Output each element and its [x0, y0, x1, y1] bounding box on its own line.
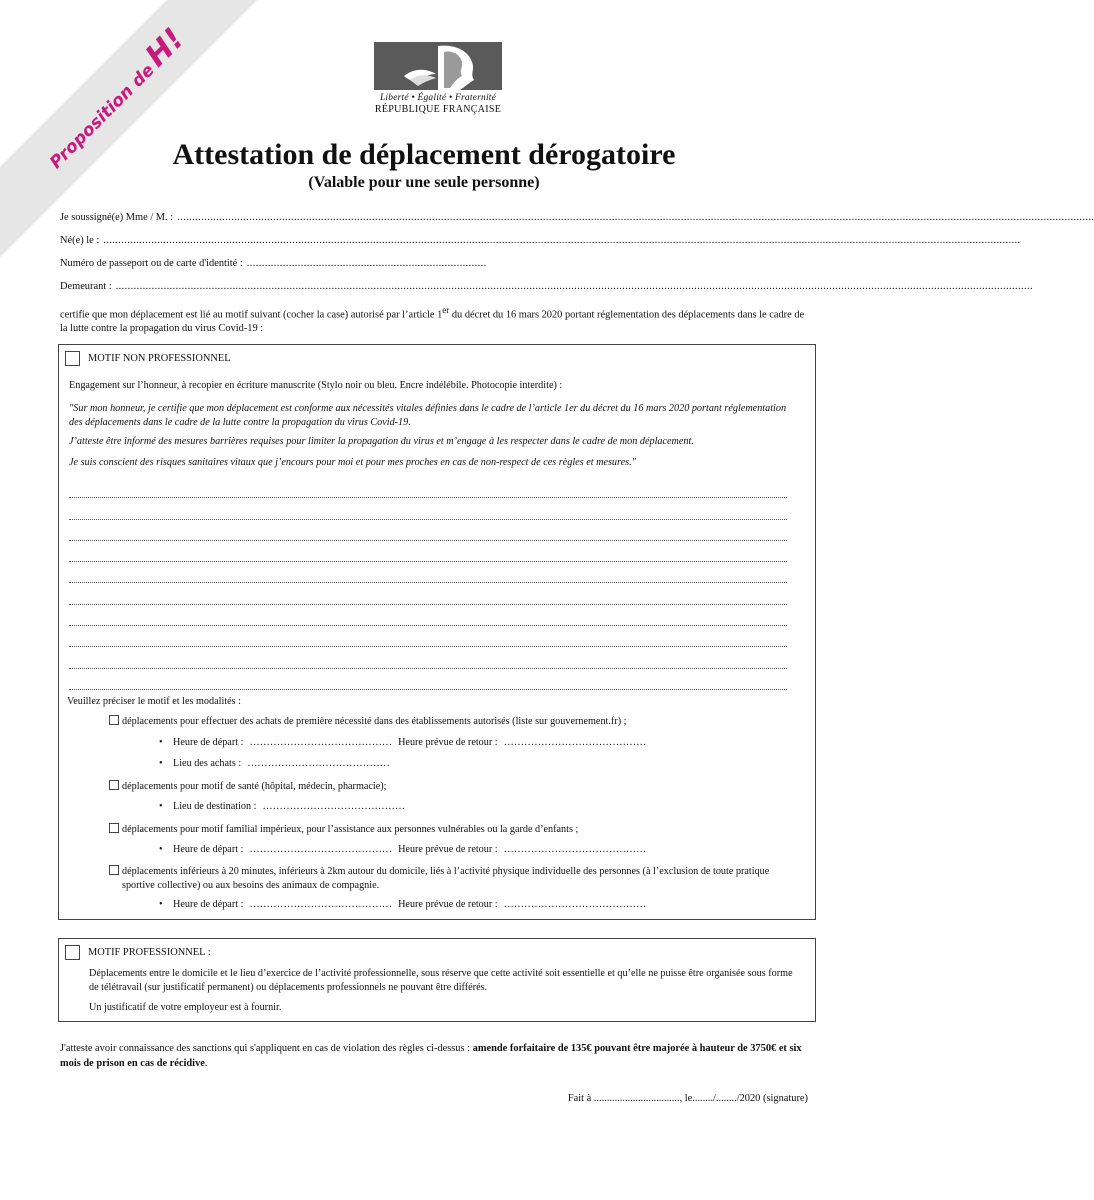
- option-activite-times: [159, 899, 646, 910]
- handwriting-line[interactable]: [69, 583, 787, 604]
- option-familial-times: [159, 844, 646, 855]
- birth-dots: ..................................................................................................................................................................................................................................................................................................................: [103, 235, 1021, 246]
- bullet: •: [159, 844, 163, 855]
- ribbon-brand: H!: [138, 21, 191, 74]
- motif-np-heading: MOTIF NON PROFESSIONNEL: [88, 353, 231, 364]
- birth-field[interactable]: [60, 235, 1021, 258]
- bullet: •: [159, 737, 163, 748]
- option-achats: [109, 715, 799, 729]
- return-label: Heure prévue de retour :: [398, 844, 498, 855]
- option-sante-text: déplacements pour motif de santé (hôpital, médecin, pharmacie);: [122, 781, 387, 792]
- address-label: Demeurant :: [60, 281, 112, 292]
- page-title: Attestation de déplacement dérogatoire: [172, 138, 676, 171]
- id-dots: ................................................................................: [246, 258, 487, 269]
- option-achats-place: [159, 758, 390, 769]
- motif-non-professionnel-box: [58, 344, 816, 920]
- option-familial-text: déplacements pour motif familial impérieux, pour l’assistance aux personnes vulnérables ou la garde d’enfants ;: [122, 824, 579, 835]
- return-label: Heure prévue de retour :: [398, 737, 498, 748]
- address-field[interactable]: [60, 281, 1033, 304]
- identity-fields: [60, 212, 1094, 304]
- option-familial-checkbox[interactable]: [109, 823, 119, 833]
- certify-part2: du décret du 16 mars 2020 portant réglementation des déplacements dans le cadre de la lutte contre la propagation du virus Covid-19 :: [60, 309, 805, 335]
- sanction-intro: J'atteste avoir connaissance des sanctions qui s'appliquent en cas de violation des règles ci-dessus :: [60, 1043, 473, 1054]
- address-dots: ..................................................................................................................................................................................................................................................................................................................: [115, 281, 1033, 292]
- id-field[interactable]: [60, 258, 812, 281]
- sanction-text: [60, 1041, 812, 1071]
- handwriting-line[interactable]: [69, 626, 787, 647]
- handwriting-line[interactable]: [69, 477, 787, 498]
- option-sante-checkbox[interactable]: [109, 780, 119, 790]
- handwriting-lines[interactable]: [69, 477, 787, 690]
- option-sante-destination: [159, 801, 405, 812]
- sanction-end: .: [204, 1058, 208, 1069]
- destination-label: Lieu de destination :: [173, 801, 257, 812]
- motif-pro-note: Un justificatif de votre employeur est à fournir.: [89, 1002, 282, 1013]
- return-dots[interactable]: ……………………………………: [503, 899, 647, 910]
- option-sante: [109, 780, 799, 794]
- name-field[interactable]: [60, 212, 1094, 235]
- motif-pro-text: Déplacements entre le domicile et le lieu d’exercice de l’activité professionnelle, sous réserve que cette activité soit essentielle et qu’elle ne puisse être organisée sous forme de télétravail (sur justificatif permanent) ou déplacements professionnels ne pouvant être différés.: [89, 968, 793, 993]
- depart-label: Heure de départ :: [173, 844, 244, 855]
- certify-text: [60, 303, 810, 336]
- engagement-quote-3: Je suis conscient des risques sanitaires vitaux que j’encours pour moi et pour mes proches en cas de non-respect de ces règles et mesures.": [69, 457, 636, 468]
- motif-pro-heading: MOTIF PROFESSIONNEL :: [88, 947, 211, 958]
- destination-dots[interactable]: ……………………………………: [262, 801, 406, 812]
- republic-logo: [372, 42, 504, 115]
- option-familial: [109, 823, 799, 837]
- engagement-quote-2: J’atteste être informé des mesures barrières requises pour limiter la propagation du virus et m’engage à les respecter dans le cadre de mon déplacement.: [69, 436, 694, 447]
- depart-dots[interactable]: ……………………………………: [249, 899, 393, 910]
- option-activite-checkbox[interactable]: [109, 865, 119, 875]
- republic-motto: Liberté • Égalité • Fraternité: [379, 93, 497, 103]
- option-activite: [109, 865, 799, 893]
- ribbon-prefix: Proposition de: [45, 60, 159, 173]
- option-achats-checkbox[interactable]: [109, 715, 119, 725]
- id-label: Numéro de passeport ou de carte d'identité :: [60, 258, 243, 269]
- depart-label: Heure de départ :: [173, 899, 244, 910]
- handwriting-line[interactable]: [69, 520, 787, 541]
- handwriting-line[interactable]: [69, 562, 787, 583]
- return-label: Heure prévue de retour :: [398, 899, 498, 910]
- bullet: •: [159, 758, 163, 769]
- engagement-quote-1: "Sur mon honneur, je certifie que mon déplacement est conforme aux nécessités vitales définies dans le cadre de l’article 1er du décret du 16 mars 2020 portant réglementation des déplacements dans le cadre de la lutte contre la propagation du virus Covid-19.: [69, 403, 787, 428]
- bullet: •: [159, 801, 163, 812]
- handwriting-line[interactable]: [69, 498, 787, 519]
- certify-sup: er: [442, 305, 450, 315]
- birth-label: Né(e) le :: [60, 235, 100, 246]
- depart-label: Heure de départ :: [173, 737, 244, 748]
- handwriting-line[interactable]: [69, 647, 787, 668]
- sanction-bold: amende forfaitaire de 135€ pouvant être majorée à hauteur de 3750€ et six mois de prison en cas de récidive: [60, 1043, 802, 1069]
- return-dots[interactable]: ……………………………………: [503, 844, 647, 855]
- bullet: •: [159, 899, 163, 910]
- motif-professionnel-box: [58, 938, 816, 1022]
- name-label: Je soussigné(e) Mme / M. :: [60, 212, 174, 223]
- page-subtitle: (Valable pour une seule personne): [308, 174, 540, 191]
- purchase-place-dots[interactable]: ……………………………………: [247, 758, 390, 769]
- details-prompt: Veuillez préciser le motif et les modalités :: [67, 696, 241, 707]
- motif-pro-checkbox[interactable]: [65, 945, 80, 960]
- option-achats-text: déplacements pour effectuer des achats de première nécessité dans des établissements autorisés (liste sur gouvernement.fr) ;: [122, 716, 627, 727]
- option-achats-times: [159, 737, 646, 748]
- republic-name: RÉPUBLIQUE FRANÇAISE: [374, 104, 502, 115]
- motif-np-checkbox[interactable]: [65, 351, 80, 366]
- handwriting-line[interactable]: [69, 541, 787, 562]
- signature-line[interactable]: Fait à ................................., le......../......../2020 (signature): [567, 1093, 808, 1104]
- marianne-logo-icon: [374, 42, 502, 90]
- name-dots: ..................................................................................................................................................................................................................................................................................................................: [177, 212, 1094, 223]
- engagement-text: Engagement sur l’honneur, à recopier en écriture manuscrite (Stylo noir ou bleu. Encre indélébile. Photocopie interdite) :: [69, 380, 563, 391]
- purchase-place-label: Lieu des achats :: [173, 758, 242, 769]
- certify-part1: certifie que mon déplacement est lié au motif suivant (cocher la case) autorisé par l’article 1: [60, 309, 443, 321]
- depart-dots[interactable]: ……………………………………: [249, 844, 393, 855]
- handwriting-line[interactable]: [69, 605, 787, 626]
- handwriting-line[interactable]: [69, 669, 787, 690]
- return-dots[interactable]: ……………………………………: [503, 737, 647, 748]
- depart-dots[interactable]: ……………………………………: [249, 737, 393, 748]
- option-activite-text: déplacements inférieurs à 20 minutes, inférieurs à 2km autour du domicile, liés à l’activité physique individuelle des personnes (à l’exclusion de toute pratique sportive collective) ou aux besoins des animaux de compagnie.: [122, 866, 770, 891]
